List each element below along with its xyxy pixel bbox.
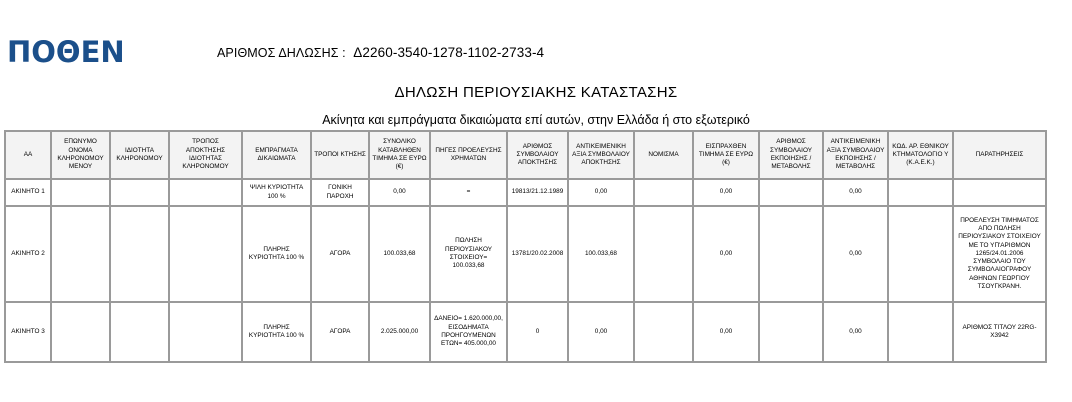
column-header: ΕΜΠΡΑΓΜΑΤΑ ΔΙΚΑΙΩΜΑΤΑ — [242, 131, 311, 179]
table-cell: ΑΚΙΝΗΤΟ 3 — [5, 302, 51, 362]
table-cell: 0 — [507, 302, 568, 362]
table-cell — [169, 206, 242, 302]
column-header: ΑΝΤΙΚΕΙΜΕΝΙΚΗ ΑΞΙΑ ΣΥΜΒΟΛΑΙΟΥ ΕΚΠΟΙΗΣΗΣ / ΜΕΤΑΒΟΛΗΣ — [823, 131, 888, 179]
table-cell — [110, 302, 169, 362]
table-cell: 19813/21.12.1989 — [507, 179, 568, 206]
table-cell — [953, 179, 1046, 206]
page-title: ΔΗΛΩΣΗ ΠΕΡΙΟΥΣΙΑΚΗΣ ΚΑΤΑΣΤΑΣΗΣ — [394, 84, 678, 101]
column-header: ΠΑΡΑΤΗΡΗΣΕΙΣ — [953, 131, 1046, 179]
table-cell: 0,00 — [693, 179, 759, 206]
column-header: ΑΡΙΘΜΟΣ ΣΥΜΒΟΛΑΙΟΥ ΕΚΠΟΙΗΣΗΣ /ΜΕΤΑΒΟΛΗΣ — [759, 131, 823, 179]
column-header: ΤΡΟΠΟΙ ΚΤΗΣΗΣ — [311, 131, 369, 179]
table-cell: ΓΟΝΙΚΗ ΠΑΡΟΧΗ — [311, 179, 369, 206]
table-row — [5, 206, 1046, 302]
table-cell — [169, 179, 242, 206]
column-header: ΑΡΙΘΜΟΣ ΣΥΜΒΟΛΑΙΟΥ ΑΠΟΚΤΗΣΗΣ — [507, 131, 568, 179]
table-cell: 0,00 — [823, 179, 888, 206]
table-cell — [759, 179, 823, 206]
header-row — [5, 131, 1046, 179]
table-cell: = — [430, 179, 507, 206]
table-cell — [888, 179, 953, 206]
table-cell: ΑΓΟΡΑ — [311, 302, 369, 362]
table-row — [5, 179, 1046, 206]
declaration-number: Δ2260-3540-1278-1102-2733-4 — [353, 45, 545, 60]
table-cell: ΠΛΗΡΗΣ ΚΥΡΙΟΤΗΤΑ 100 % — [242, 206, 311, 302]
table-cell — [51, 206, 110, 302]
table-cell: ΑΡΙΘΜΟΣ ΤΙΤΛΟΥ 22RG-X3942 — [953, 302, 1046, 362]
table-cell — [634, 206, 693, 302]
table-cell: 13781/20.02.2008 — [507, 206, 568, 302]
table-cell — [110, 206, 169, 302]
column-header: ΠΗΓΕΣ ΠΡΟΕΛΕΥΣΗΣ ΧΡΗΜΑΤΩΝ — [430, 131, 507, 179]
table-cell — [110, 179, 169, 206]
page-subtitle: Ακίνητα και εμπράγματα δικαιώματα επί αυτών, στην Ελλάδα ή στο εξωτερικό — [322, 113, 750, 127]
table-cell: 0,00 — [823, 206, 888, 302]
table-cell: ΠΡΟΕΛΕΥΣΗ ΤΙΜΗΜΑΤΟΣ ΑΠΟ ΠΩΛΗΣΗ ΠΕΡΙΟΥΣΙΑΚΟΥ ΣΤΟΙΧΕΙΟΥ ΜΕ ΤΟ ΥΠ'ΑΡΙΘΜΟΝ 1265/24.01.2006 ΣΥΜΒΟΛΑΙΟ ΤΟΥ ΣΥΜΒΟΛΑΙΟΓΡΑΦΟΥ ΑΘΗΝΩΝ ΓΕΩΡΓΙΟΥ ΤΣΟΥΓΚΡΑΝΗ. — [953, 206, 1046, 302]
table-cell — [759, 206, 823, 302]
table-cell: ΑΚΙΝΗΤΟ 2 — [5, 206, 51, 302]
assets-table — [4, 130, 1047, 363]
column-header: ΣΥΝΟΛΙΚΟ ΚΑΤΑΒΛΗΘΕΝ ΤΙΜΗΜΑ ΣΕ ΕΥΡΩ (€) — [369, 131, 430, 179]
declaration-number-line — [217, 45, 544, 60]
column-header: ΤΡΟΠΟΣ ΑΠΟΚΤΗΣΗΣ ΙΔΙΟΤΗΤΑΣ ΚΛΗΡΟΝΟΜΟΥ — [169, 131, 242, 179]
table-cell: 100.033,68 — [568, 206, 634, 302]
table-cell — [759, 302, 823, 362]
table-cell: ΠΛΗΡΗΣ ΚΥΡΙΟΤΗΤΑ 100 % — [242, 302, 311, 362]
table-cell: 0,00 — [568, 179, 634, 206]
column-header: ΑΝΤΙΚΕΙΜΕΝΙΚΗ ΑΞΙΑ ΣΥΜΒΟΛΑΙΟΥ ΑΠΟΚΤΗΣΗΣ — [568, 131, 634, 179]
table-cell: 0,00 — [369, 179, 430, 206]
table-cell: ΨΙΛΗ ΚΥΡΙΟΤΗΤΑ 100 % — [242, 179, 311, 206]
table-cell: 2.025.000,00 — [369, 302, 430, 362]
declaration-number-label: ΑΡΙΘΜΟΣ ΔΗΛΩΣΗΣ : — [217, 46, 346, 60]
table-cell — [888, 206, 953, 302]
table-cell: ΑΓΟΡΑ — [311, 206, 369, 302]
table-row — [5, 302, 1046, 362]
table-cell: ΑΚΙΝΗΤΟ 1 — [5, 179, 51, 206]
column-header: ΚΩΔ. ΑΡ. ΕΘΝΙΚΟΥ ΚΤΗΜΑΤΟΛΟΓΙΟ Υ (Κ.Α.Ε.Κ.) — [888, 131, 953, 179]
table-cell: 0,00 — [693, 206, 759, 302]
table-cell: ΠΩΛΗΣΗ ΠΕΡΙΟΥΣΙΑΚΟΥ ΣΤΟΙΧΕΙΟΥ= 100.033,68 — [430, 206, 507, 302]
table-cell — [51, 302, 110, 362]
table-cell — [169, 302, 242, 362]
table-cell — [888, 302, 953, 362]
table-cell: 0,00 — [568, 302, 634, 362]
column-header: ΕΙΣΠΡΑΧΘΕΝ ΤΙΜΗΜΑ ΣΕ ΕΥΡΩ (€) — [693, 131, 759, 179]
column-header: ΕΠΩΝΥΜΟ ΟΝΟΜΑ ΚΛΗΡΟΝΟΜΟΥ ΜΕΝΟΥ — [51, 131, 110, 179]
logo: ΠΟΘΕΝ — [7, 35, 125, 69]
column-header: ΑΑ — [5, 131, 51, 179]
table-cell: 0,00 — [693, 302, 759, 362]
column-header: ΙΔΙΟΤΗΤΑ ΚΛΗΡΟΝΟΜΟΥ — [110, 131, 169, 179]
table-cell: 0,00 — [823, 302, 888, 362]
table-cell: 100.033,68 — [369, 206, 430, 302]
table-cell — [51, 179, 110, 206]
table-cell — [634, 302, 693, 362]
table-cell — [634, 179, 693, 206]
table-cell: ΔΑΝΕΙΟ= 1.620.000,00, ΕΙΣΟΔΗΜΑΤΑ ΠΡΟΗΓΟΥΜΕΝΩΝ ΕΤΩΝ= 405.000,00 — [430, 302, 507, 362]
column-header: ΝΟΜΙΣΜΑ — [634, 131, 693, 179]
